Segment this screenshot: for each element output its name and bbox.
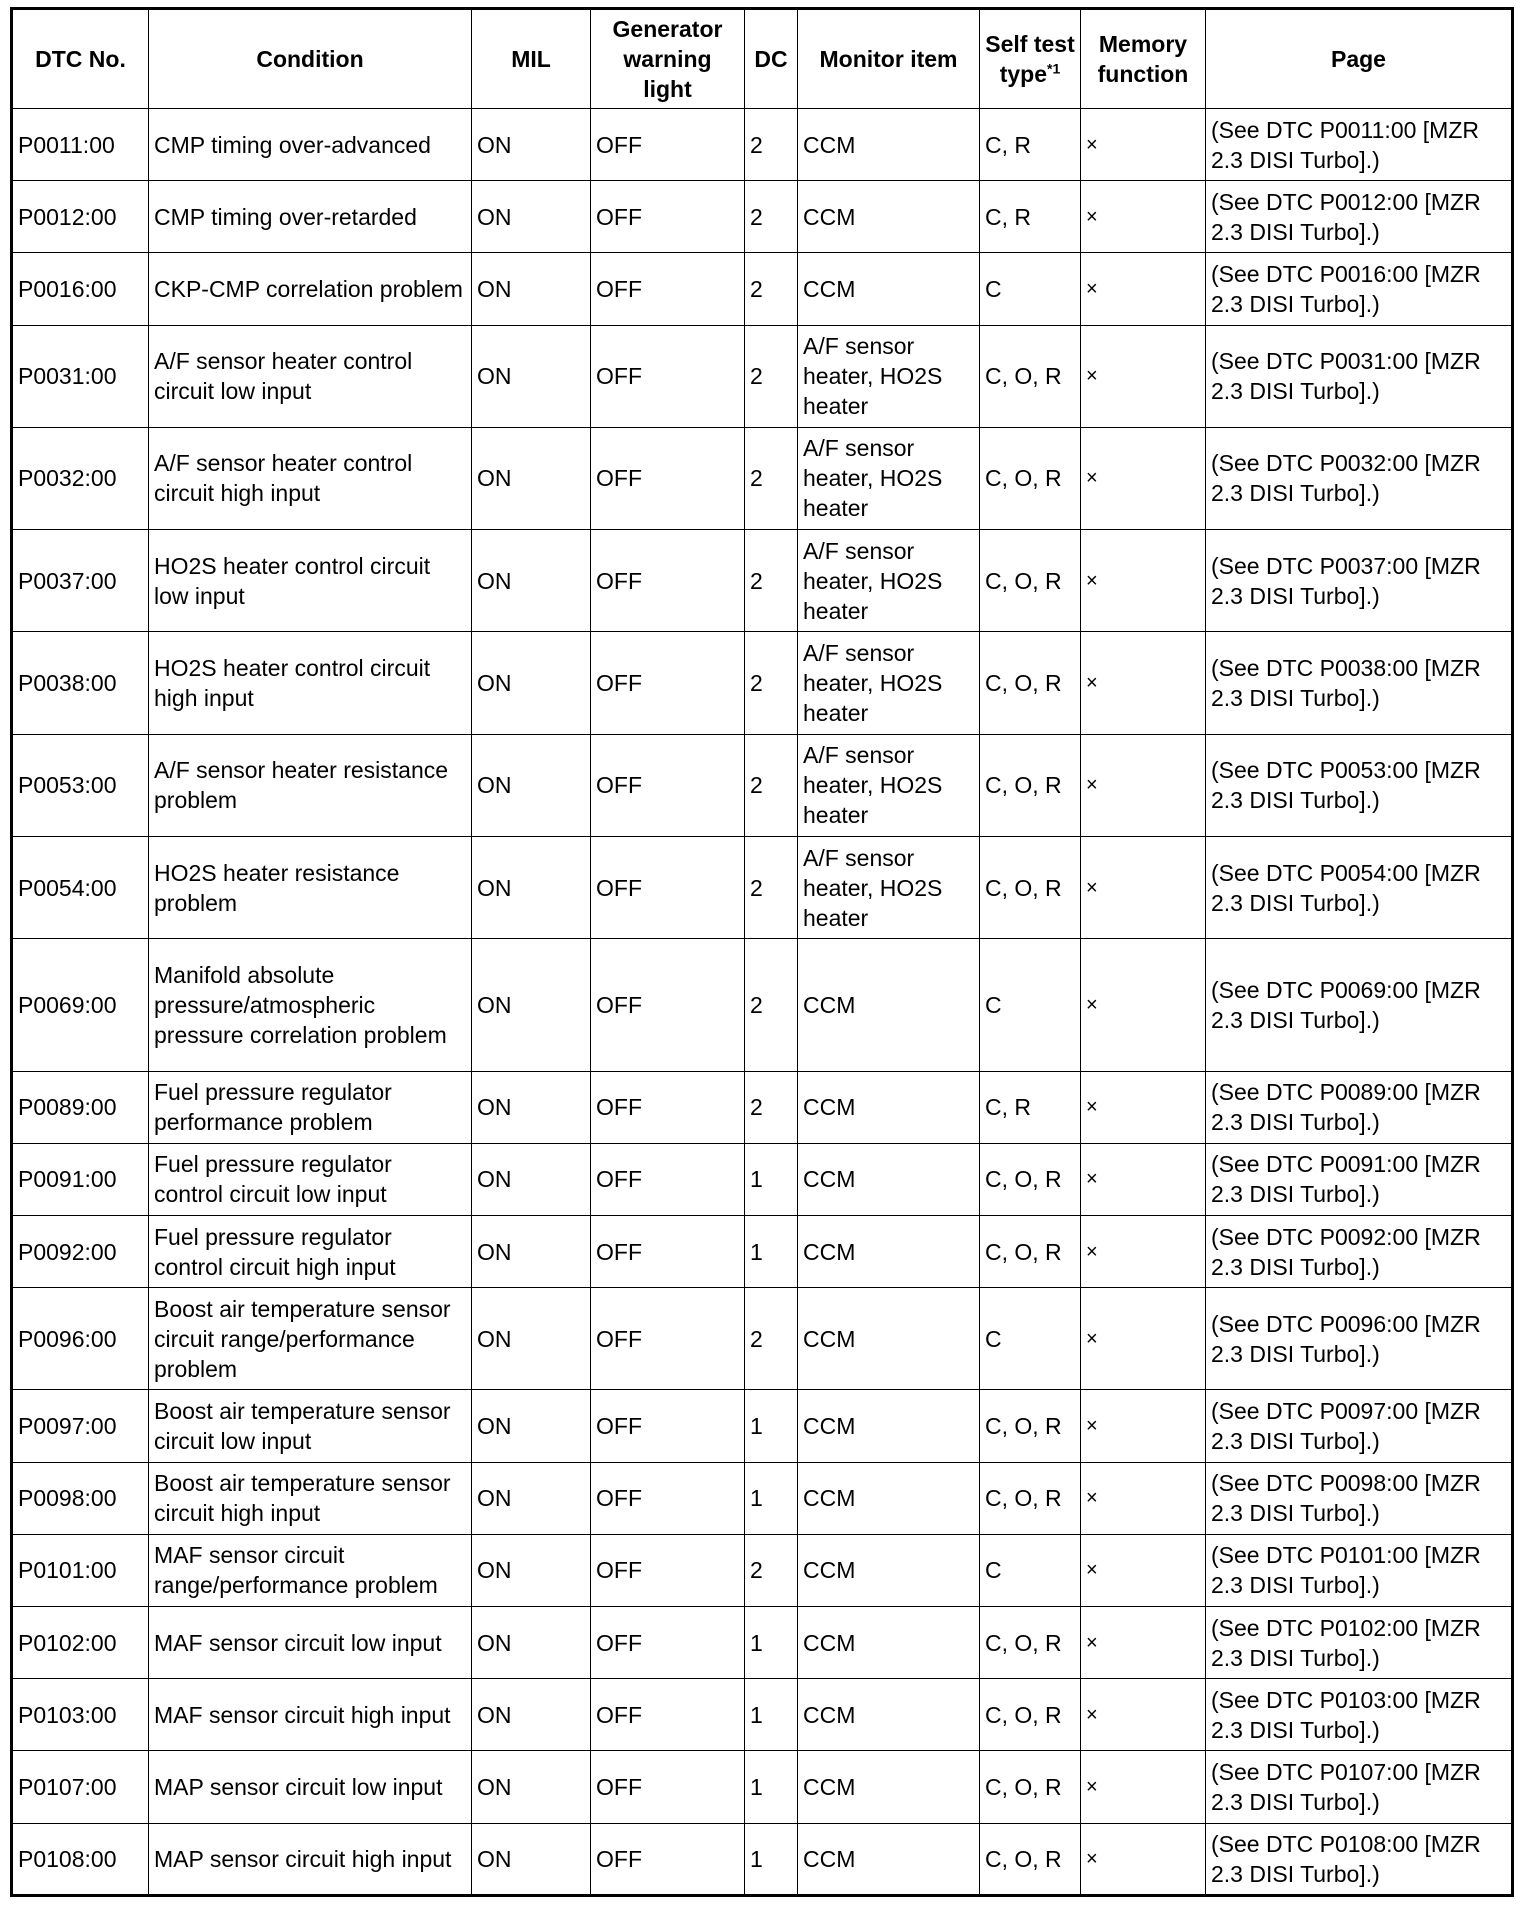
mil-cell: ON	[472, 836, 591, 938]
condition-cell: Boost air temperature sensor circuit high input	[149, 1462, 472, 1534]
mil-cell: ON	[472, 427, 591, 529]
condition-cell: HO2S heater resistance problem	[149, 836, 472, 938]
monitor-item-cell: CCM	[798, 109, 980, 181]
memory-function-cell: ×	[1081, 836, 1206, 938]
monitor-item-cell: CCM	[798, 1607, 980, 1679]
generator-warning-light-cell: OFF	[591, 1390, 745, 1462]
table-row	[12, 1679, 1513, 1751]
generator-warning-light-cell: OFF	[591, 253, 745, 325]
header-self-test-type	[980, 9, 1081, 109]
condition-cell: MAF sensor circuit low input	[149, 1607, 472, 1679]
mil-cell: ON	[472, 1143, 591, 1215]
memory-function-cell: ×	[1081, 530, 1206, 632]
dtc-code-cell: P0069:00	[12, 939, 149, 1071]
monitor-item-cell: CCM	[798, 253, 980, 325]
page-reference-cell: (See DTC P0092:00 [MZR 2.3 DISI Turbo].)	[1206, 1215, 1513, 1287]
page-reference-cell: (See DTC P0098:00 [MZR 2.3 DISI Turbo].)	[1206, 1462, 1513, 1534]
page-reference-cell: (See DTC P0012:00 [MZR 2.3 DISI Turbo].)	[1206, 181, 1513, 253]
header-page: Page	[1206, 9, 1513, 109]
monitor-item-cell: CCM	[798, 1534, 980, 1606]
memory-function-cell: ×	[1081, 1462, 1206, 1534]
table-row	[12, 1534, 1513, 1606]
table-row	[12, 109, 1513, 181]
table-row	[12, 325, 1513, 427]
memory-function-cell: ×	[1081, 325, 1206, 427]
self-test-type-cell: C	[980, 253, 1081, 325]
dtc-code-cell: P0038:00	[12, 632, 149, 734]
dtc-code-cell: P0053:00	[12, 734, 149, 836]
self-test-type-cell: C, O, R	[980, 632, 1081, 734]
page-reference-cell: (See DTC P0103:00 [MZR 2.3 DISI Turbo].)	[1206, 1679, 1513, 1751]
mil-cell: ON	[472, 939, 591, 1071]
generator-warning-light-cell: OFF	[591, 1288, 745, 1390]
monitor-item-cell: CCM	[798, 1215, 980, 1287]
dtc-code-cell: P0098:00	[12, 1462, 149, 1534]
generator-warning-light-cell: OFF	[591, 1751, 745, 1823]
dtc-code-cell: P0012:00	[12, 181, 149, 253]
dc-cell: 1	[745, 1215, 798, 1287]
dtc-code-cell: P0092:00	[12, 1215, 149, 1287]
table-body	[12, 109, 1513, 1896]
condition-cell: A/F sensor heater resistance problem	[149, 734, 472, 836]
header-dtc-no: DTC No.	[12, 9, 149, 109]
dtc-code-cell: P0108:00	[12, 1823, 149, 1895]
dc-cell: 1	[745, 1462, 798, 1534]
dtc-code-cell: P0102:00	[12, 1607, 149, 1679]
memory-function-cell: ×	[1081, 1751, 1206, 1823]
condition-cell: HO2S heater control circuit high input	[149, 632, 472, 734]
condition-cell: Fuel pressure regulator performance problem	[149, 1071, 472, 1143]
dtc-code-cell: P0103:00	[12, 1679, 149, 1751]
table-row	[12, 1215, 1513, 1287]
table-row	[12, 1751, 1513, 1823]
page-reference-cell: (See DTC P0069:00 [MZR 2.3 DISI Turbo].)	[1206, 939, 1513, 1071]
self-test-type-cell: C, O, R	[980, 1679, 1081, 1751]
page-reference-cell: (See DTC P0037:00 [MZR 2.3 DISI Turbo].)	[1206, 530, 1513, 632]
monitor-item-cell: A/F sensor heater, HO2S heater	[798, 734, 980, 836]
page-reference-cell: (See DTC P0054:00 [MZR 2.3 DISI Turbo].)	[1206, 836, 1513, 938]
dc-cell: 1	[745, 1751, 798, 1823]
monitor-item-cell: CCM	[798, 181, 980, 253]
table-row	[12, 939, 1513, 1071]
dtc-code-cell: P0097:00	[12, 1390, 149, 1462]
table-row	[12, 427, 1513, 529]
dc-cell: 2	[745, 632, 798, 734]
dc-cell: 1	[745, 1823, 798, 1895]
mil-cell: ON	[472, 632, 591, 734]
condition-cell: A/F sensor heater control circuit low input	[149, 325, 472, 427]
table-row	[12, 836, 1513, 938]
monitor-item-cell: A/F sensor heater, HO2S heater	[798, 427, 980, 529]
condition-cell: Fuel pressure regulator control circuit low input	[149, 1143, 472, 1215]
self-test-type-cell: C, O, R	[980, 427, 1081, 529]
monitor-item-cell: CCM	[798, 1462, 980, 1534]
self-test-type-cell: C, O, R	[980, 1823, 1081, 1895]
condition-cell: MAF sensor circuit range/performance problem	[149, 1534, 472, 1606]
mil-cell: ON	[472, 1215, 591, 1287]
generator-warning-light-cell: OFF	[591, 632, 745, 734]
table-row	[12, 1288, 1513, 1390]
dtc-code-cell: P0101:00	[12, 1534, 149, 1606]
generator-warning-light-cell: OFF	[591, 1215, 745, 1287]
dtc-code-cell: P0016:00	[12, 253, 149, 325]
self-test-type-cell: C, O, R	[980, 1607, 1081, 1679]
condition-cell: MAF sensor circuit high input	[149, 1679, 472, 1751]
self-test-type-cell: C, O, R	[980, 1215, 1081, 1287]
dc-cell: 2	[745, 181, 798, 253]
page-reference-cell: (See DTC P0032:00 [MZR 2.3 DISI Turbo].)	[1206, 427, 1513, 529]
monitor-item-cell: CCM	[798, 1751, 980, 1823]
self-test-type-cell: C, R	[980, 181, 1081, 253]
mil-cell: ON	[472, 109, 591, 181]
generator-warning-light-cell: OFF	[591, 325, 745, 427]
condition-cell: CMP timing over-retarded	[149, 181, 472, 253]
mil-cell: ON	[472, 1607, 591, 1679]
table-row	[12, 632, 1513, 734]
mil-cell: ON	[472, 1823, 591, 1895]
condition-cell: Fuel pressure regulator control circuit high input	[149, 1215, 472, 1287]
self-test-type-cell: C	[980, 1288, 1081, 1390]
mil-cell: ON	[472, 1288, 591, 1390]
dc-cell: 2	[745, 253, 798, 325]
memory-function-cell: ×	[1081, 1071, 1206, 1143]
table-row	[12, 530, 1513, 632]
mil-cell: ON	[472, 1390, 591, 1462]
memory-function-cell: ×	[1081, 1288, 1206, 1390]
memory-function-cell: ×	[1081, 1607, 1206, 1679]
condition-cell: Boost air temperature sensor circuit range/performance problem	[149, 1288, 472, 1390]
mil-cell: ON	[472, 181, 591, 253]
mil-cell: ON	[472, 1534, 591, 1606]
generator-warning-light-cell: OFF	[591, 109, 745, 181]
monitor-item-cell: A/F sensor heater, HO2S heater	[798, 530, 980, 632]
self-test-type-cell: C, O, R	[980, 1462, 1081, 1534]
header-mil: MIL	[472, 9, 591, 109]
page-reference-cell: (See DTC P0097:00 [MZR 2.3 DISI Turbo].)	[1206, 1390, 1513, 1462]
mil-cell: ON	[472, 1071, 591, 1143]
memory-function-cell: ×	[1081, 253, 1206, 325]
dtc-table	[10, 7, 1514, 1897]
dc-cell: 2	[745, 109, 798, 181]
condition-cell: HO2S heater control circuit low input	[149, 530, 472, 632]
mil-cell: ON	[472, 325, 591, 427]
monitor-item-cell: A/F sensor heater, HO2S heater	[798, 836, 980, 938]
self-test-type-cell: C, O, R	[980, 836, 1081, 938]
mil-cell: ON	[472, 1751, 591, 1823]
mil-cell: ON	[472, 1462, 591, 1534]
self-test-type-cell: C, O, R	[980, 734, 1081, 836]
dtc-code-cell: P0054:00	[12, 836, 149, 938]
page-reference-cell: (See DTC P0038:00 [MZR 2.3 DISI Turbo].)	[1206, 632, 1513, 734]
self-test-type-cell: C, R	[980, 1071, 1081, 1143]
self-test-type-cell: C, O, R	[980, 325, 1081, 427]
table-row	[12, 1462, 1513, 1534]
dtc-code-cell: P0032:00	[12, 427, 149, 529]
dc-cell: 1	[745, 1607, 798, 1679]
dc-cell: 2	[745, 427, 798, 529]
dtc-code-cell: P0037:00	[12, 530, 149, 632]
memory-function-cell: ×	[1081, 109, 1206, 181]
memory-function-cell: ×	[1081, 1534, 1206, 1606]
mil-cell: ON	[472, 734, 591, 836]
header-memory-function: Memory function	[1081, 9, 1206, 109]
dtc-code-cell: P0107:00	[12, 1751, 149, 1823]
monitor-item-cell: A/F sensor heater, HO2S heater	[798, 632, 980, 734]
page-reference-cell: (See DTC P0031:00 [MZR 2.3 DISI Turbo].)	[1206, 325, 1513, 427]
condition-cell: MAP sensor circuit high input	[149, 1823, 472, 1895]
monitor-item-cell: CCM	[798, 1679, 980, 1751]
table-row	[12, 1823, 1513, 1895]
table-row	[12, 1071, 1513, 1143]
page-reference-cell: (See DTC P0108:00 [MZR 2.3 DISI Turbo].)	[1206, 1823, 1513, 1895]
self-test-type-cell: C, O, R	[980, 1751, 1081, 1823]
mil-cell: ON	[472, 1679, 591, 1751]
generator-warning-light-cell: OFF	[591, 1607, 745, 1679]
monitor-item-cell: CCM	[798, 1071, 980, 1143]
page-reference-cell: (See DTC P0096:00 [MZR 2.3 DISI Turbo].)	[1206, 1288, 1513, 1390]
generator-warning-light-cell: OFF	[591, 1679, 745, 1751]
dc-cell: 2	[745, 1288, 798, 1390]
condition-cell: CKP-CMP correlation problem	[149, 253, 472, 325]
generator-warning-light-cell: OFF	[591, 1462, 745, 1534]
generator-warning-light-cell: OFF	[591, 734, 745, 836]
self-test-type-cell: C, O, R	[980, 530, 1081, 632]
page-reference-cell: (See DTC P0016:00 [MZR 2.3 DISI Turbo].)	[1206, 253, 1513, 325]
table-row	[12, 253, 1513, 325]
generator-warning-light-cell: OFF	[591, 530, 745, 632]
memory-function-cell: ×	[1081, 632, 1206, 734]
dc-cell: 1	[745, 1390, 798, 1462]
dc-cell: 2	[745, 530, 798, 632]
memory-function-cell: ×	[1081, 1390, 1206, 1462]
dtc-code-cell: P0089:00	[12, 1071, 149, 1143]
condition-cell: MAP sensor circuit low input	[149, 1751, 472, 1823]
self-test-type-cell: C, O, R	[980, 1143, 1081, 1215]
table-row	[12, 1607, 1513, 1679]
memory-function-cell: ×	[1081, 1823, 1206, 1895]
dc-cell: 2	[745, 939, 798, 1071]
condition-cell: A/F sensor heater control circuit high input	[149, 427, 472, 529]
dc-cell: 1	[745, 1679, 798, 1751]
table-row	[12, 1390, 1513, 1462]
generator-warning-light-cell: OFF	[591, 1823, 745, 1895]
condition-cell: Manifold absolute pressure/atmospheric pressure correlation problem	[149, 939, 472, 1071]
header-condition: Condition	[149, 9, 472, 109]
dtc-code-cell: P0011:00	[12, 109, 149, 181]
mil-cell: ON	[472, 530, 591, 632]
page-reference-cell: (See DTC P0053:00 [MZR 2.3 DISI Turbo].)	[1206, 734, 1513, 836]
condition-cell: Boost air temperature sensor circuit low input	[149, 1390, 472, 1462]
header-monitor-item: Monitor item	[798, 9, 980, 109]
mil-cell: ON	[472, 253, 591, 325]
dtc-code-cell: P0091:00	[12, 1143, 149, 1215]
dc-cell: 2	[745, 325, 798, 427]
dtc-code-cell: P0096:00	[12, 1288, 149, 1390]
header-generator-warning-light: Generator warning light	[591, 9, 745, 109]
monitor-item-cell: CCM	[798, 939, 980, 1071]
memory-function-cell: ×	[1081, 427, 1206, 529]
memory-function-cell: ×	[1081, 1679, 1206, 1751]
table-row	[12, 1143, 1513, 1215]
generator-warning-light-cell: OFF	[591, 836, 745, 938]
generator-warning-light-cell: OFF	[591, 181, 745, 253]
self-test-type-cell: C, R	[980, 109, 1081, 181]
dc-cell: 2	[745, 1534, 798, 1606]
monitor-item-cell: CCM	[798, 1390, 980, 1462]
dtc-code-cell: P0031:00	[12, 325, 149, 427]
memory-function-cell: ×	[1081, 1215, 1206, 1287]
monitor-item-cell: CCM	[798, 1143, 980, 1215]
monitor-item-cell: CCM	[798, 1823, 980, 1895]
dc-cell: 2	[745, 836, 798, 938]
memory-function-cell: ×	[1081, 734, 1206, 836]
header-dc: DC	[745, 9, 798, 109]
page-reference-cell: (See DTC P0091:00 [MZR 2.3 DISI Turbo].)	[1206, 1143, 1513, 1215]
dc-cell: 2	[745, 1071, 798, 1143]
generator-warning-light-cell: OFF	[591, 1071, 745, 1143]
page-reference-cell: (See DTC P0089:00 [MZR 2.3 DISI Turbo].)	[1206, 1071, 1513, 1143]
dc-cell: 1	[745, 1143, 798, 1215]
table-row	[12, 734, 1513, 836]
self-test-type-cell: C	[980, 939, 1081, 1071]
self-test-footnote-marker: *1	[1047, 60, 1061, 77]
header-self-test-label: Self test type	[985, 31, 1075, 87]
memory-function-cell: ×	[1081, 181, 1206, 253]
self-test-type-cell: C, O, R	[980, 1390, 1081, 1462]
self-test-type-cell: C	[980, 1534, 1081, 1606]
header-row	[12, 9, 1513, 109]
page-reference-cell: (See DTC P0107:00 [MZR 2.3 DISI Turbo].)	[1206, 1751, 1513, 1823]
monitor-item-cell: A/F sensor heater, HO2S heater	[798, 325, 980, 427]
page-reference-cell: (See DTC P0101:00 [MZR 2.3 DISI Turbo].)	[1206, 1534, 1513, 1606]
page-reference-cell: (See DTC P0011:00 [MZR 2.3 DISI Turbo].)	[1206, 109, 1513, 181]
monitor-item-cell: CCM	[798, 1288, 980, 1390]
memory-function-cell: ×	[1081, 939, 1206, 1071]
dc-cell: 2	[745, 734, 798, 836]
condition-cell: CMP timing over-advanced	[149, 109, 472, 181]
generator-warning-light-cell: OFF	[591, 939, 745, 1071]
generator-warning-light-cell: OFF	[591, 1143, 745, 1215]
table-header	[12, 9, 1513, 109]
memory-function-cell: ×	[1081, 1143, 1206, 1215]
generator-warning-light-cell: OFF	[591, 1534, 745, 1606]
page-reference-cell: (See DTC P0102:00 [MZR 2.3 DISI Turbo].)	[1206, 1607, 1513, 1679]
table-row	[12, 181, 1513, 253]
generator-warning-light-cell: OFF	[591, 427, 745, 529]
